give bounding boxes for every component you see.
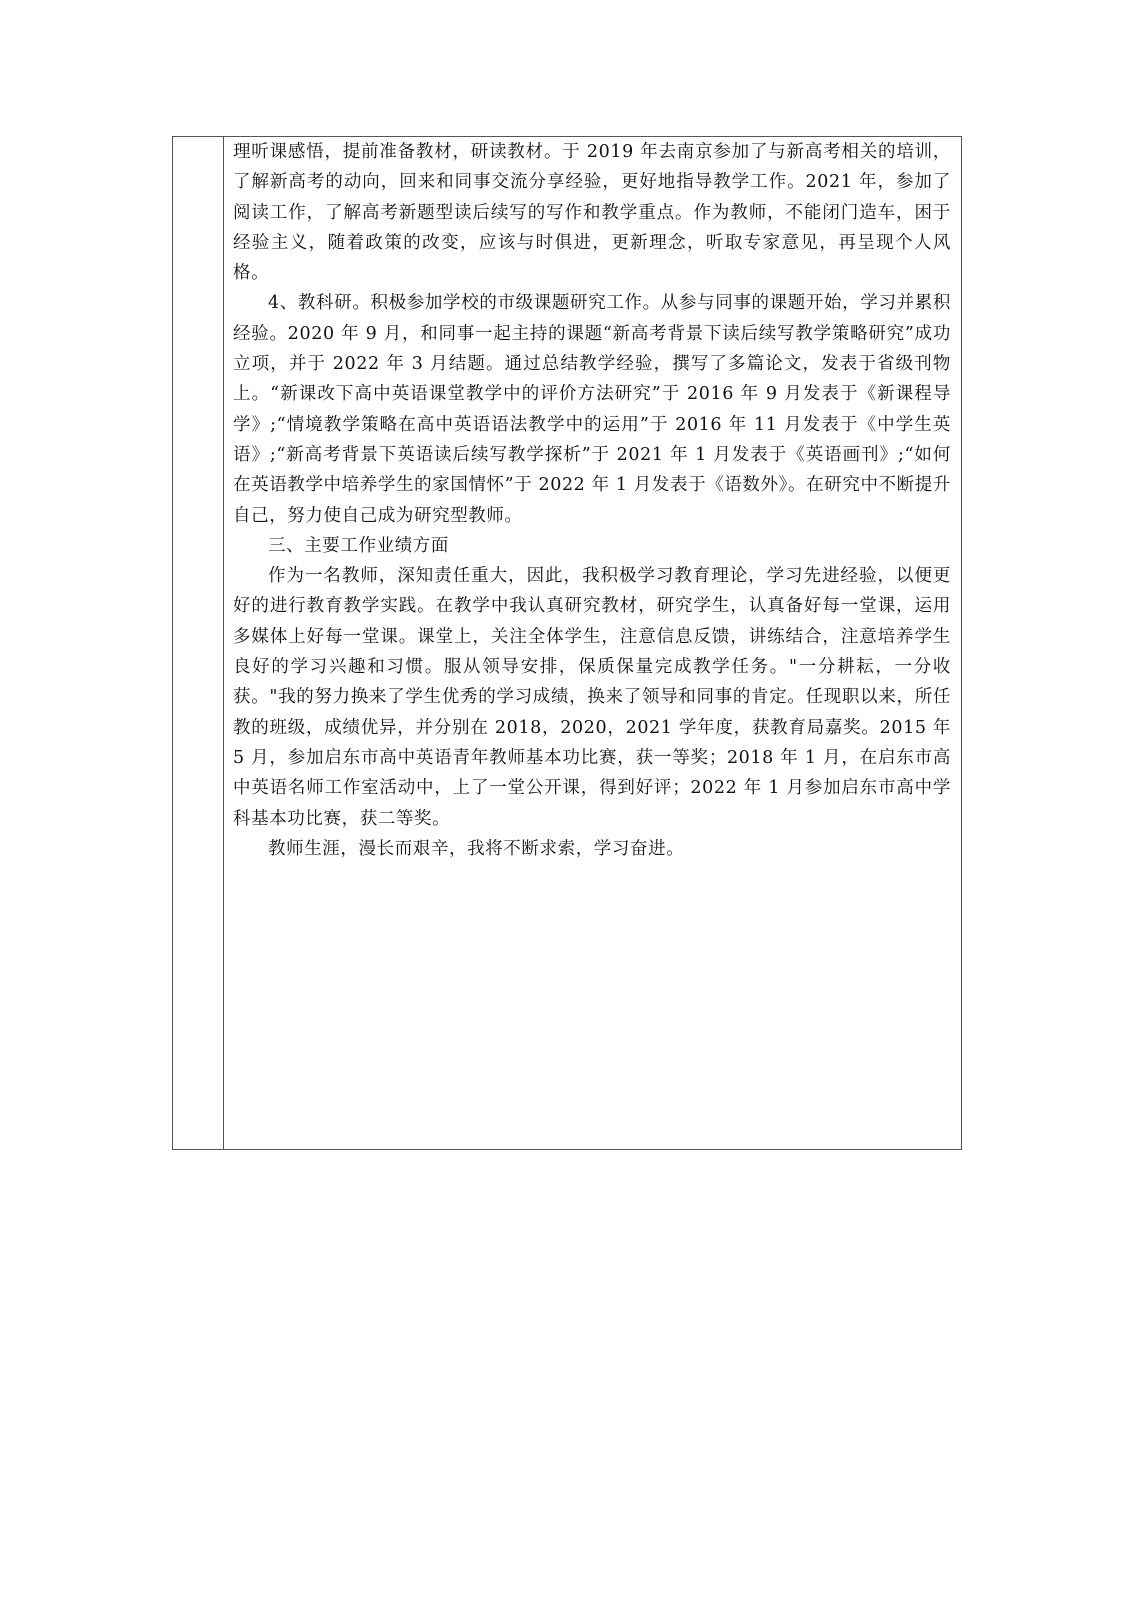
paragraph-research: 4、教科研。积极参加学校的市级课题研究工作。从参与同事的课题开始，学习并累积经验。2020 年 9 月，和同事一起主持的课题“新高考背景下读后续写教学策略研究”成功立项，并于 2022 年 3 月结题。通过总结教学经验，撰写了多篇论文，发表于省级刊物上。“新课改下高中英语课堂教学中的评价方法研究”于 2016 年 9 月发表于《新课程导学》;“情境教学策略在高中英语语法教学中的运用”于 2016 年 11 月发表于《中学生英语》;“新高考背景下英语读后续写教学探析”于 2021 年 1 月发表于《英语画刊》;“如何在英语教学中培养学生的家国情怀”于 2022 年 1 月发表于《语数外》。在研究中不断提升自己，努力使自己成为研究型教师。 — [233, 293, 951, 526]
content-cell — [233, 137, 951, 864]
paragraph-training: 理听课感悟，提前准备教材，研读教材。于 2019 年去南京参加了与新高考相关的培训，了解新高考的动向，回来和同事交流分享经验，更好地指导教学工作。2021 年，参加了阅读工作，了解高考新题型读后续写的写作和教学重点。作为教师，不能闭门造车，困于经验主义，随着政策的改变，应该与时俱进，更新理念，听取专家意见，再呈现个人风格。 — [233, 142, 951, 284]
section-heading-achievements: 三、主要工作业绩方面 — [268, 535, 449, 556]
form-table — [172, 136, 962, 1150]
paragraph-closing: 教师生涯，漫长而艰辛，我将不断求索，学习奋进。 — [268, 838, 685, 859]
label-column — [173, 137, 224, 1149]
paragraph-achievements: 作为一名教师，深知责任重大，因此，我积极学习教育理论，学习先进经验，以便更好的进行教育教学实践。在教学中我认真研究教材，研究学生，认真备好每一堂课，运用多媒体上好每一堂课。课堂上，关注全体学生，注意信息反馈，讲练结合，注意培养学生良好的学习兴趣和习惯。服从领导安排，保质保量完成教学任务。"一分耕耘，一分收获。"我的努力换来了学生优秀的学习成绩，换来了领导和同事的肯定。任现职以来，所任教的班级，成绩优异，并分别在 2018，2020，2021 学年度，获教育局嘉奖。2015 年 5 月，参加启东市高中英语青年教师基本功比赛，获一等奖；2018 年 1 月，在启东市高中英语名师工作室活动中，上了一堂公开课，得到好评；2022 年 1 月参加启东市高中学科基本功比赛，获二等奖。 — [233, 566, 951, 829]
